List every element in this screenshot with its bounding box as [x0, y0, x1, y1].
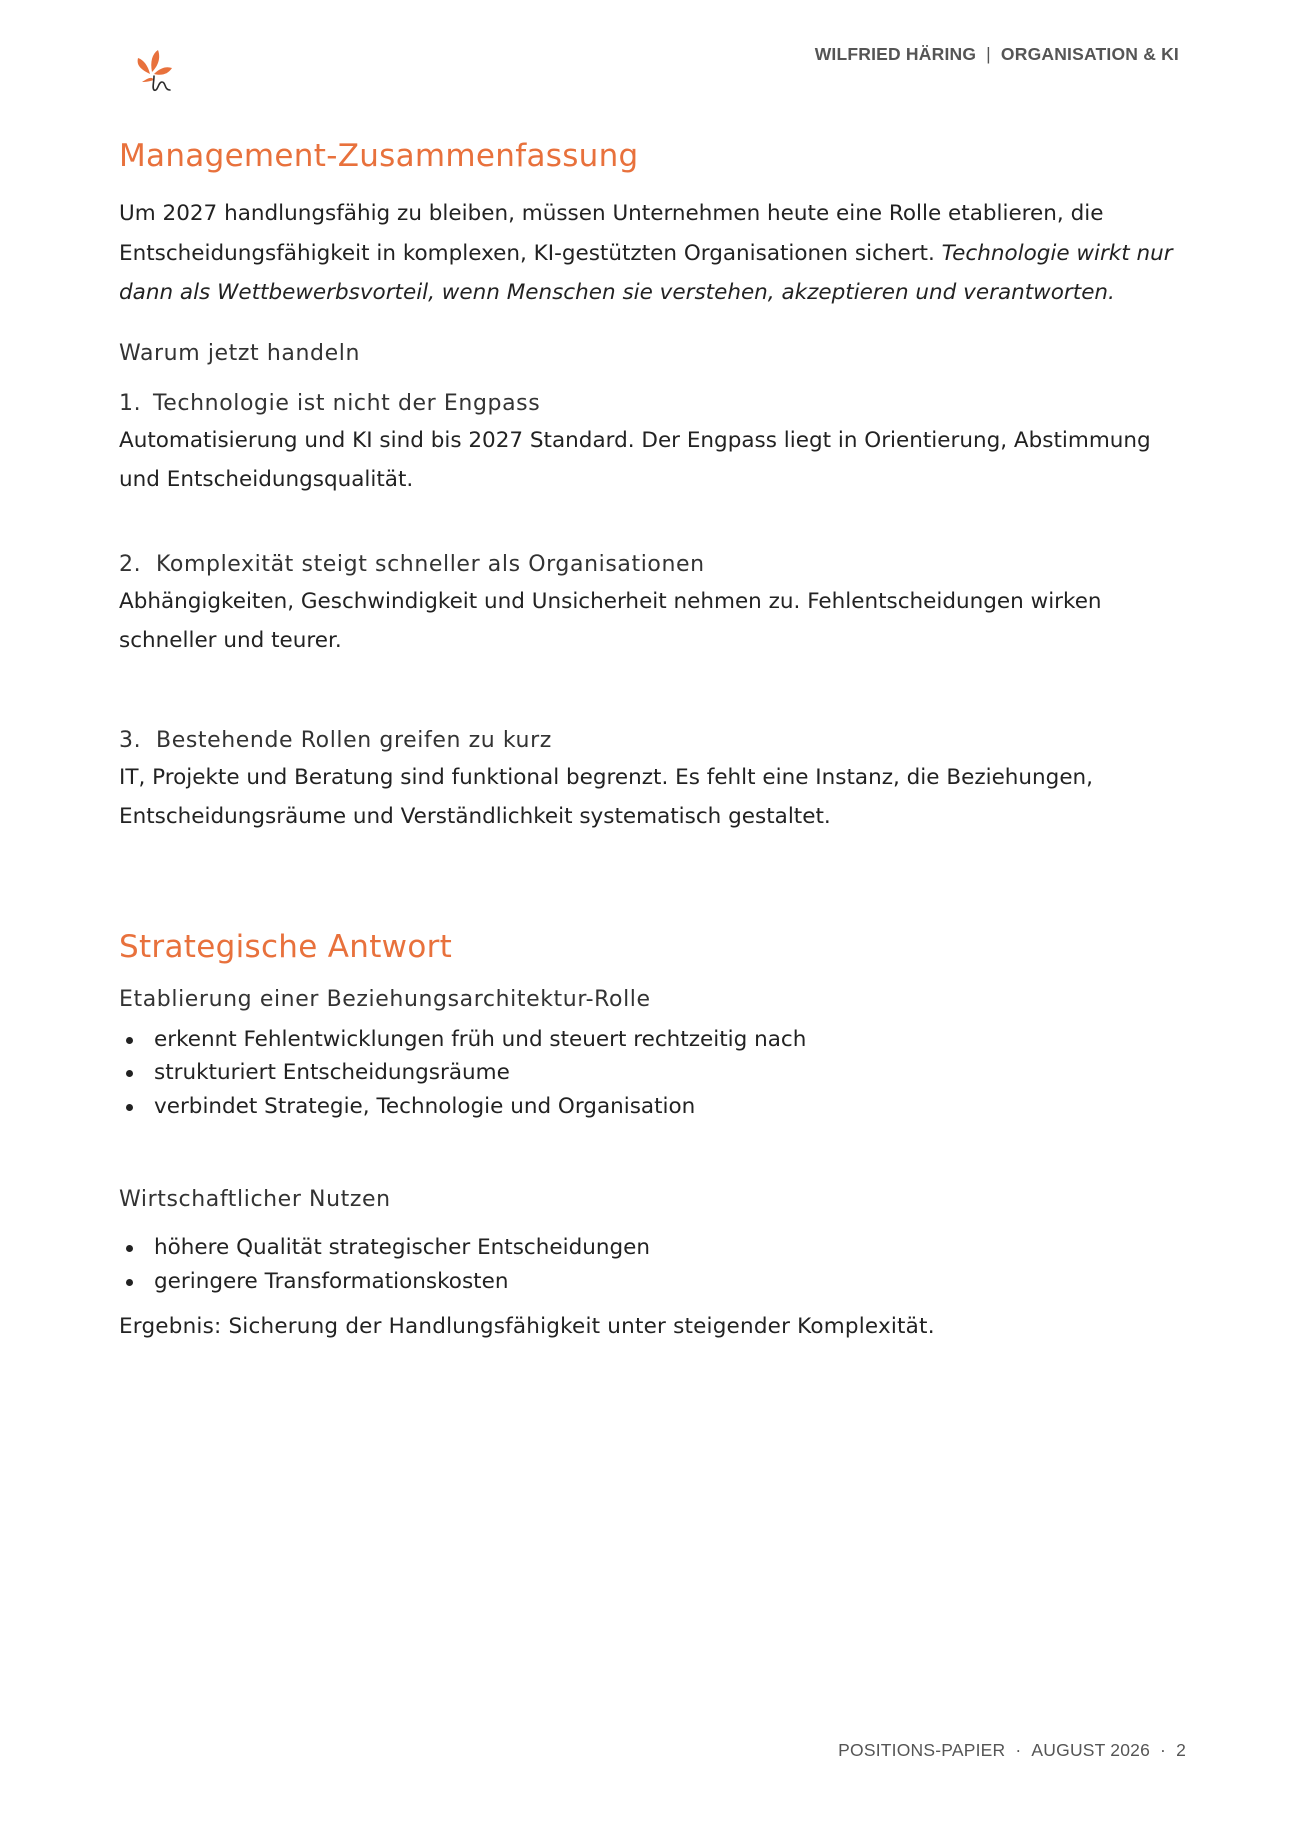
- reason-number: 3.: [119, 727, 142, 753]
- list-item-text: verbindet Strategie, Technologie und Organisation: [154, 1093, 696, 1119]
- benefit-heading: Wirtschaftlicher Nutzen: [119, 1187, 391, 1212]
- list-item: [119, 1231, 1179, 1265]
- summary-intro: [119, 194, 1179, 313]
- why-heading: Warum jetzt handeln: [119, 340, 361, 366]
- role-points-list: [119, 1023, 1179, 1124]
- page-content: [119, 136, 1179, 1343]
- reason-title-text: Komplexität steigt schneller als Organisationen: [156, 551, 705, 577]
- reason-text: Automatisierung und KI sind bis 2027 Standard. Der Engpass liegt in Orientierung, Abstimmung und Entscheidungsqualität.: [119, 427, 1151, 492]
- bullet-icon: [126, 1279, 133, 1286]
- reason-title: [119, 726, 1179, 756]
- reason-title: [119, 389, 1179, 419]
- reason-number: 1.: [119, 390, 142, 416]
- result-text: Ergebnis: Sicherung der Handlungsfähigkeit unter steigender Komplexität.: [119, 1314, 935, 1339]
- footer-doc-type: POSITIONS-PAPIER: [838, 1740, 1006, 1760]
- reason-title-text: Bestehende Rollen greifen zu kurz: [156, 727, 552, 753]
- role-heading: Etablierung einer Beziehungsarchitektur-Rolle: [119, 986, 651, 1012]
- header-author: WILFRIED HÄRING: [814, 44, 977, 64]
- footer-dot: ·: [1015, 1740, 1022, 1760]
- bullet-icon: [126, 1070, 133, 1077]
- list-item: [119, 1090, 1179, 1124]
- summary-title: Management-Zusammenfassung: [119, 138, 639, 174]
- document-header: [815, 44, 1179, 65]
- list-item-text: geringere Transformationskosten: [154, 1268, 509, 1294]
- benefit-points-list: [119, 1231, 1179, 1298]
- list-item-text: strukturiert Entscheidungsräume: [154, 1060, 510, 1085]
- summary-intro-italic: Technologie wirkt nur dann als Wettbewerbsvorteil, wenn Menschen sie verstehen, akzeptieren und verantworten.: [119, 240, 1173, 305]
- list-item-text: erkennt Fehlentwicklungen früh und steuert rechtzeitig nach: [154, 1026, 807, 1052]
- list-item: [119, 1023, 1179, 1057]
- header-topic: ORGANISATION & KI: [1000, 44, 1179, 64]
- reason-item-2: [119, 550, 1179, 661]
- strategy-title: Strategische Antwort: [119, 928, 453, 965]
- reason-text: IT, Projekte und Beratung sind funktional begrenzt. Es fehlt eine Instanz, die Beziehungen, Entscheidungsräume und Verständlichkeit systematisch gestaltet.: [119, 764, 1094, 829]
- header-separator: |: [986, 44, 991, 64]
- reason-title: [119, 550, 1179, 580]
- bullet-icon: [126, 1245, 133, 1252]
- bullet-icon: [126, 1104, 133, 1111]
- list-item: [119, 1265, 1179, 1299]
- bullet-icon: [126, 1037, 133, 1044]
- summary-intro-plain: Um 2027 handlungsfähig zu bleiben, müssen Unternehmen heute eine Rolle etablieren, die Entscheidungsfähigkeit in komplexen, KI-gestützten Organisationen sichert.: [119, 201, 1104, 266]
- reason-title-text: Technologie ist nicht der Engpass: [153, 390, 541, 416]
- document-footer: [838, 1740, 1186, 1761]
- page-number: 2: [1176, 1740, 1186, 1760]
- orange-flower-logo-icon: [128, 46, 180, 94]
- list-item: [119, 1056, 1179, 1090]
- reason-text: Abhängigkeiten, Geschwindigkeit und Unsicherheit nehmen zu. Fehlentscheidungen wirken schneller und teurer.: [119, 588, 1102, 653]
- list-item-text: höhere Qualität strategischer Entscheidungen: [154, 1235, 650, 1260]
- reason-item-3: [119, 726, 1179, 837]
- reason-item-1: [119, 389, 1179, 500]
- footer-dot: ·: [1160, 1740, 1167, 1760]
- reason-number: 2.: [119, 551, 142, 577]
- footer-date: AUGUST 2026: [1031, 1740, 1151, 1760]
